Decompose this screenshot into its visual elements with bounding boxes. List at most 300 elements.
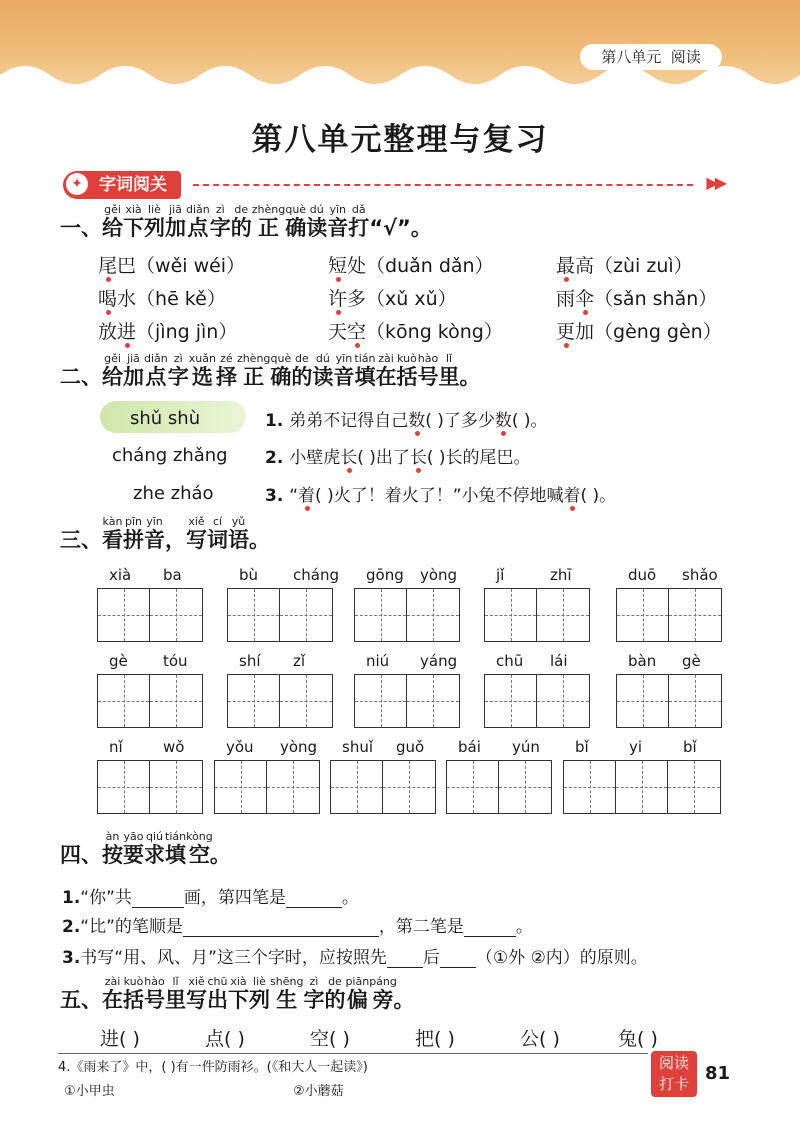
ruby-char: 点diǎn: [186, 203, 210, 240]
pinyin-annotation: zhèng: [236, 352, 271, 365]
pinyin-annotation: gěi: [102, 352, 123, 365]
pinyin-annotation: diǎn: [186, 203, 210, 216]
character-grid[interactable]: [97, 760, 203, 814]
ruby-char: 确què: [270, 352, 292, 389]
word-char-2: 水: [117, 288, 137, 310]
grid-cell[interactable]: [228, 589, 280, 641]
grid-cell[interactable]: [564, 761, 616, 813]
pinyin-label: niú: [366, 652, 390, 670]
pinyin-label: bǐ: [683, 738, 697, 756]
pinyin-annotation: liè: [144, 203, 165, 216]
page-title: 第八单元整理与复习: [251, 122, 549, 158]
pinyin-annotation: gěi: [102, 203, 123, 216]
pinyin-annotation: zì: [303, 975, 325, 988]
q4-2b: ，第二笔是: [378, 917, 464, 937]
ruby-char: 点diǎn: [144, 352, 168, 389]
q1-item: [328, 251, 494, 278]
ruby-char: 填tián: [165, 830, 187, 867]
word-char-1: 尾: [98, 255, 118, 277]
radical-char: 兔: [618, 1028, 638, 1050]
subject-label: 阅读: [670, 48, 701, 66]
pinyin-annotation: lǐ: [438, 352, 460, 365]
grid-cell[interactable]: [669, 675, 721, 727]
word-char-2: 高: [575, 255, 595, 277]
word-char-1: 放: [98, 321, 118, 343]
sentence-part: “: [289, 486, 299, 506]
grid-cell[interactable]: [228, 675, 280, 727]
grid-cell[interactable]: [485, 589, 537, 641]
grid-cell[interactable]: [215, 761, 267, 813]
character-grid[interactable]: [354, 674, 460, 728]
ruby-char: 语yǔ: [228, 515, 249, 552]
blank-fourth-stroke[interactable]: [286, 889, 342, 908]
grid-cell[interactable]: [499, 761, 551, 813]
ruby-char: ，: [165, 528, 186, 552]
sentence-part[interactable]: ( )出了: [357, 448, 410, 468]
q2-sentence: [265, 406, 548, 431]
grid-cell[interactable]: [150, 589, 202, 641]
pinyin-options[interactable]: （hē kě）: [136, 288, 226, 310]
q1-heading: [60, 204, 432, 242]
ruby-char: 正zhèng: [251, 203, 286, 240]
pinyin-annotation: yīn: [327, 203, 349, 216]
pinyin-label: zǐ: [293, 652, 306, 670]
pinyin-label: yáng: [420, 652, 458, 670]
pinyin-annotation: tián: [165, 830, 187, 843]
ruby-char: 空kòng: [186, 830, 213, 867]
ruby-char: 号hào: [144, 975, 165, 1012]
q1-item: [98, 317, 237, 344]
grid-cell[interactable]: [669, 589, 721, 641]
question-number: 一、: [60, 216, 102, 240]
pinyin-annotation: zì: [167, 352, 189, 365]
pinyin-annotation: kòng: [186, 830, 213, 843]
q4-2a: “比”的笔顺是: [80, 917, 183, 937]
footer-option-1: ①小甲虫: [64, 1084, 115, 1099]
character-grid[interactable]: [484, 588, 590, 642]
blank-stroke-order[interactable]: [183, 918, 379, 937]
grid-cell[interactable]: [355, 589, 407, 641]
word-char-1: 短: [328, 255, 348, 277]
word-char-2: 处: [347, 255, 367, 277]
pinyin-annotation: tián: [354, 352, 376, 365]
heading-suffix: 。: [459, 365, 481, 389]
radical-blank[interactable]: ( ): [224, 1028, 245, 1050]
footer-question: 4.《雨来了》中，( )有一件防雨衫。(《和大人一起读》): [58, 1060, 368, 1075]
heading-suffix: 。: [249, 528, 270, 552]
pinyin-annotation: yāo: [123, 830, 144, 843]
q4-3c: （①外 ②内）的原则。: [475, 948, 648, 968]
heading-suffix: 。: [209, 843, 231, 867]
ruby-char: 选xuǎn: [188, 352, 216, 389]
pinyin-annotation: kuò: [396, 352, 418, 365]
ruby-char: 生shēng: [270, 975, 304, 1012]
word-char-2: 多: [347, 288, 367, 310]
pinyin-options[interactable]: （sǎn shǎn）: [594, 288, 718, 310]
grid-cell[interactable]: [537, 589, 589, 641]
blank-then[interactable]: [440, 949, 476, 968]
ruby-char: 字zì: [209, 203, 231, 240]
ruby-char: 下xià: [123, 203, 144, 240]
grid-cell[interactable]: [485, 675, 537, 727]
page-number: 81: [705, 1063, 731, 1084]
word-char-1: 更: [556, 321, 576, 343]
grid-cell[interactable]: [616, 761, 668, 813]
pinyin-label: yi: [629, 738, 643, 756]
ruby-char: 按àn: [102, 830, 123, 867]
ruby-char: 出chū: [207, 975, 228, 1012]
q4-num-3: 3.: [62, 948, 81, 968]
pinyin-annotation: pīn: [123, 515, 144, 528]
q4-2c: 。: [515, 917, 533, 937]
ruby-char: 加jiā: [165, 203, 186, 240]
pinyin-label: bái: [458, 738, 481, 756]
radical-item[interactable]: [100, 1024, 140, 1051]
radical-char: 进: [100, 1028, 120, 1050]
sentence-part[interactable]: ( )了多少: [425, 411, 495, 431]
grid-cell[interactable]: [280, 589, 332, 641]
pinyin-options[interactable]: （zùi zuì）: [594, 255, 693, 277]
radical-char: 点: [205, 1028, 225, 1050]
q2-sentence: [265, 481, 616, 506]
badge-line-1: 阅读: [658, 1054, 689, 1072]
pinyin-annotation: hào: [417, 352, 439, 365]
ruby-char: 音yīn: [144, 515, 165, 552]
pinyin-annotation: yǔ: [228, 515, 249, 528]
double-arrow-icon: ▶▶: [706, 173, 723, 192]
pinyin-annotation: shēng: [270, 975, 304, 988]
ruby-char: 括kuò: [123, 975, 144, 1012]
ruby-char: 读dú: [312, 352, 334, 389]
pinyin-annotation: xiě: [186, 975, 207, 988]
q1-item: [98, 251, 245, 278]
ruby-char: 写xiě: [186, 515, 207, 552]
grid-cell[interactable]: [668, 761, 720, 813]
ruby-char: 下xià: [228, 975, 249, 1012]
pinyin-label: guǒ: [396, 738, 425, 756]
question-number: 二、: [60, 365, 102, 389]
grid-cell[interactable]: [407, 589, 459, 641]
pinyin-annotation: piān: [345, 975, 370, 988]
grid-cell[interactable]: [150, 761, 202, 813]
word-char-1: 许: [328, 288, 348, 310]
pinyin-label: ba: [163, 566, 182, 584]
pinyin-label: wǒ: [163, 738, 185, 756]
heading-suffix: “√”。: [369, 216, 432, 240]
pinyin-options[interactable]: （jìng jìn）: [136, 321, 238, 343]
dotted-char: 着: [563, 486, 581, 506]
dotted-char: 长: [340, 448, 358, 468]
pinyin-annotation: xiě: [186, 515, 207, 528]
sentence-number: 2.: [265, 448, 290, 468]
sentence-number: 1.: [265, 411, 290, 431]
ruby-char: 在zài: [375, 352, 397, 389]
q3-heading: [60, 516, 270, 554]
radical-char: 公: [520, 1028, 540, 1050]
word-char-2: 空: [347, 321, 367, 343]
heading-suffix: 。: [393, 988, 415, 1012]
section-badge: [63, 171, 181, 199]
pinyin-options[interactable]: （kōng kòng）: [366, 321, 503, 343]
character-grid[interactable]: [97, 674, 203, 728]
ruby-char: 填tián: [354, 352, 376, 389]
pinyin-annotation: xuǎn: [188, 352, 216, 365]
pinyin-label: gōng: [366, 566, 404, 584]
ruby-char: 里lǐ: [438, 352, 460, 389]
character-grid[interactable]: [616, 674, 722, 728]
ruby-char: 旁páng: [369, 975, 397, 1012]
sentence-part[interactable]: ( )长的尾巴。: [426, 448, 531, 468]
pinyin-annotation: diǎn: [144, 352, 168, 365]
dashed-divider: [193, 184, 693, 186]
dotted-char: 数: [408, 411, 426, 431]
character-grid[interactable]: [484, 674, 590, 728]
q2-sentence: [265, 443, 531, 468]
pinyin-annotation: cí: [207, 515, 228, 528]
pinyin-annotation: què: [285, 203, 307, 216]
pinyin-label: chū: [496, 652, 524, 670]
pinyin-annotation: zài: [102, 975, 123, 988]
word-char-2: 伞: [575, 288, 595, 310]
grid-cell[interactable]: [280, 675, 332, 727]
ruby-char: 括kuò: [396, 352, 418, 389]
radical-item[interactable]: [618, 1024, 658, 1051]
q1-item: [328, 284, 457, 311]
radical-item[interactable]: [415, 1024, 455, 1051]
pinyin-annotation: jiā: [123, 352, 144, 365]
word-char-2: 进: [117, 321, 137, 343]
grid-cell[interactable]: [98, 761, 150, 813]
pinyin-annotation: yīn: [333, 352, 355, 365]
ruby-char: 列liè: [144, 203, 165, 240]
pinyin-annotation: jiā: [165, 203, 186, 216]
question-number: 五、: [60, 988, 102, 1012]
dotted-char: 数: [494, 411, 512, 431]
pinyin-options[interactable]: （duǎn dǎn）: [366, 255, 494, 277]
q1-item: [556, 317, 722, 344]
ruby-char: 音yīn: [333, 352, 355, 389]
footer-divider: [58, 1053, 648, 1054]
ruby-char: 词cí: [207, 515, 228, 552]
ruby-char: 确què: [285, 203, 307, 240]
pinyin-annotation: dú: [312, 352, 334, 365]
ruby-char: 要yāo: [123, 830, 144, 867]
sentence-part: 小壁虎: [289, 448, 341, 468]
sentence-part[interactable]: ( )。: [580, 486, 617, 506]
q4-3a: 书写“用、风、月”这三个字时，应按照先: [80, 948, 387, 968]
pinyin-annotation: kàn: [102, 515, 123, 528]
grid-cell[interactable]: [383, 761, 435, 813]
ruby-char: 加jiā: [123, 352, 144, 389]
unit-tab: [580, 44, 722, 70]
pinyin-label: jǐ: [496, 566, 505, 584]
ruby-char: 拼pīn: [123, 515, 144, 552]
blank-strokes[interactable]: [132, 889, 184, 908]
radical-blank[interactable]: ( ): [434, 1028, 455, 1050]
character-grid[interactable]: [97, 588, 203, 642]
pinyin-choice-pair: shǔ shù: [130, 408, 201, 429]
ruby-char: 里lǐ: [165, 975, 186, 1012]
word-char-2: 加: [575, 321, 595, 343]
q4-heading: [60, 831, 231, 869]
ruby-char: 给gěi: [102, 203, 123, 240]
ruby-char: 的de: [230, 203, 252, 240]
word-char-1: 喝: [98, 288, 118, 310]
footer-option-2: ②小蘑菇: [293, 1084, 344, 1099]
pinyin-annotation: què: [270, 352, 292, 365]
q1-item: [556, 284, 717, 311]
ruby-char: 正zhèng: [236, 352, 271, 389]
dotted-char: 长: [409, 448, 427, 468]
q4-num-2: 2.: [62, 917, 81, 937]
pinyin-label: cháng: [293, 566, 339, 584]
section-label: 字词阅关: [99, 175, 167, 195]
character-grid[interactable]: [446, 760, 552, 814]
pinyin-choice-pair: cháng zhǎng: [112, 445, 228, 466]
grid-cell[interactable]: [447, 761, 499, 813]
pinyin-options[interactable]: （xǔ xǔ）: [366, 288, 457, 310]
sentence-part[interactable]: ( )火了！着火了！”小兔不停地喊: [315, 486, 564, 506]
pinyin-options[interactable]: （gèng gèn）: [594, 321, 722, 343]
character-grid[interactable]: [227, 588, 333, 642]
sentence-part: 弟弟不记得自己: [289, 411, 409, 431]
q1-item: [556, 251, 693, 278]
pinyin-annotation: xià: [123, 203, 144, 216]
ruby-char: 字zì: [303, 975, 325, 1012]
character-grid[interactable]: [214, 760, 320, 814]
pinyin-annotation: páng: [369, 975, 397, 988]
pinyin-annotation: zé: [215, 352, 237, 365]
pinyin-annotation: xià: [228, 975, 249, 988]
q4-line-1: [62, 883, 359, 908]
grid-cell[interactable]: [617, 589, 669, 641]
pinyin-label: yòng: [280, 738, 318, 756]
grid-cell[interactable]: [267, 761, 319, 813]
pinyin-label: zhī: [550, 566, 572, 584]
radical-blank[interactable]: ( ): [637, 1028, 658, 1050]
ruby-char: 写xiě: [186, 975, 207, 1012]
ruby-char: 择zé: [215, 352, 237, 389]
pinyin-annotation: zì: [209, 203, 231, 216]
question-number: 三、: [60, 528, 102, 552]
q4-line-3: [62, 943, 648, 968]
q4-line-2: [62, 912, 533, 937]
pinyin-label: shǎo: [682, 566, 718, 584]
grid-cell[interactable]: [537, 675, 589, 727]
ruby-char: 读dú: [306, 203, 328, 240]
dotted-char: 着: [298, 486, 316, 506]
ruby-char: 字zì: [167, 352, 189, 389]
ruby-char: 的de: [291, 352, 313, 389]
badge-line-2: 打卡: [658, 1075, 689, 1093]
pinyin-label: shuǐ: [342, 738, 373, 756]
grid-cell[interactable]: [150, 675, 202, 727]
pinyin-annotation: dǎ: [348, 203, 370, 216]
pinyin-annotation: zhèng: [251, 203, 286, 216]
pinyin-annotation: de: [324, 975, 346, 988]
word-char-1: 雨: [556, 288, 576, 310]
grid-cell[interactable]: [355, 675, 407, 727]
ruby-char: 音yīn: [327, 203, 349, 240]
sentence-part[interactable]: ( )。: [511, 411, 548, 431]
unit-label: 第八单元: [601, 48, 662, 66]
pinyin-choice-pair: zhe zháo: [133, 483, 214, 504]
radical-item[interactable]: [310, 1024, 350, 1051]
pinyin-label: bàn: [628, 652, 657, 670]
blank-first[interactable]: [387, 949, 423, 968]
q5-heading: [60, 976, 415, 1014]
pinyin-annotation: zài: [375, 352, 397, 365]
pinyin-label: tóu: [163, 652, 188, 670]
grid-cell[interactable]: [331, 761, 383, 813]
grid-cell[interactable]: [617, 675, 669, 727]
pinyin-options[interactable]: （wěi wéi）: [136, 255, 246, 277]
radical-item[interactable]: [205, 1024, 245, 1051]
radical-char: 空: [310, 1028, 330, 1050]
pinyin-label: yòng: [420, 566, 458, 584]
pinyin-label: gè: [109, 652, 128, 670]
q4-num-1: 1.: [62, 888, 81, 908]
word-char-1: 天: [328, 321, 348, 343]
pinyin-label: xià: [109, 566, 132, 584]
word-char-2: 巴: [117, 255, 137, 277]
character-grid[interactable]: [227, 674, 333, 728]
pinyin-label: yǒu: [226, 738, 254, 756]
pinyin-annotation: chū: [207, 975, 228, 988]
pinyin-annotation: qiú: [144, 830, 165, 843]
word-char-1: 最: [556, 255, 576, 277]
pinyin-annotation: liè: [249, 975, 270, 988]
pinyin-label: bǐ: [575, 738, 589, 756]
radical-blank[interactable]: ( ): [539, 1028, 560, 1050]
pinyin-label: lái: [550, 652, 568, 670]
blank-second-stroke[interactable]: [464, 918, 516, 937]
ruby-char: 在zài: [102, 975, 123, 1012]
character-grid[interactable]: [354, 588, 460, 642]
pinyin-label: duō: [628, 566, 657, 584]
radical-item[interactable]: [520, 1024, 560, 1051]
radical-char: 把: [415, 1028, 435, 1050]
character-grid[interactable]: [616, 588, 722, 642]
grid-cell[interactable]: [98, 675, 150, 727]
grid-cell[interactable]: [407, 675, 459, 727]
pinyin-annotation: de: [291, 352, 313, 365]
ruby-char: 打dǎ: [348, 203, 370, 240]
ruby-char: 求qiú: [144, 830, 165, 867]
radical-blank[interactable]: ( ): [329, 1028, 350, 1050]
pinyin-annotation: lǐ: [165, 975, 186, 988]
pinyin-label: yún: [512, 738, 540, 756]
radical-blank[interactable]: ( ): [119, 1028, 140, 1050]
grid-cell[interactable]: [98, 589, 150, 641]
q4-3b: 后: [422, 948, 440, 968]
section-header: [63, 171, 723, 199]
pinyin-annotation: yīn: [144, 515, 165, 528]
character-grid[interactable]: [563, 760, 721, 814]
pinyin-label: nǐ: [109, 738, 123, 756]
reading-checkin-badge: [651, 1051, 697, 1097]
pinyin-label: bù: [239, 566, 259, 584]
ruby-char: 列liè: [249, 975, 270, 1012]
character-grid[interactable]: [330, 760, 436, 814]
pinyin-label: gè: [682, 652, 701, 670]
pinyin-label: shí: [239, 652, 261, 670]
q1-item: [328, 317, 503, 344]
ruby-char: 号hào: [417, 352, 439, 389]
question-number: 四、: [60, 843, 102, 867]
lightbulb-icon: ✦: [66, 173, 88, 195]
ruby-char: 偏piān: [345, 975, 370, 1012]
